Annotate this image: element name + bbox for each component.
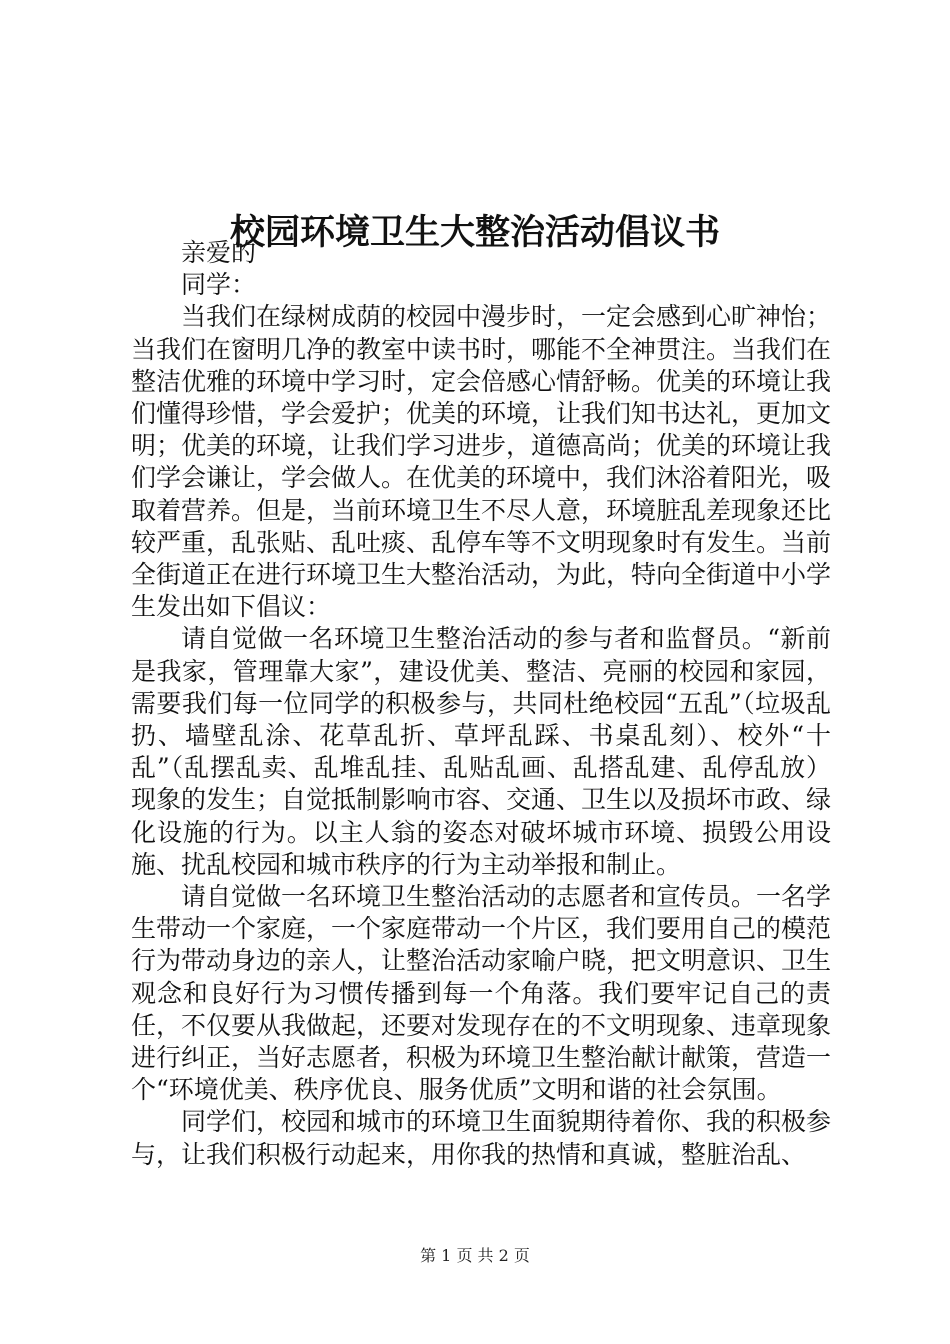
page-footer: 第 1 页 共 2 页 (420, 1246, 530, 1265)
paragraph-participant: 请自觉做一名环境卫生整治活动的参与者和监督员。“新前是我家，管理靠大家”，建设优美、整洁、亮丽的校园和家园，需要我们每一位同学的积极参与，共同杜绝校园“五乱”（垃圾乱扔、墙壁乱涂、花草乱折、草坪乱踩、书桌乱刻）、校外“十乱”（乱摆乱卖、乱堆乱挂、乱贴乱画、乱搭乱建、乱停乱放）现象的发生；自觉抵制影响市容、交通、卫生以及损坏市政、绿化设施的行为。以主人翁的姿态对破坏城市环境、损毁公用设施、扰乱校园和城市秩序的行为主动举报和制止。 (131, 624, 832, 879)
paragraph-volunteer: 请自觉做一名环境卫生整治活动的志愿者和宣传员。一名学生带动一个家庭，一个家庭带动一个片区，我们要用自己的模范行为带动身边的亲人，让整治活动家喻户晓，把文明意识、卫生观念和良好行为习惯传播到每一个角落。我们要牢记自己的责任，不仅要从我做起，还要对发现存在的不文明现象、违章现象进行纠正，当好志愿者，积极为环境卫生整治献计献策，营造一个“环境优美、秩序优良、服务优质”文明和谐的社会氛围。 (131, 882, 832, 1105)
paragraph-closing: 同学们，校园和城市的环境卫生面貌期待着你、我的积极参与，让我们积极行动起来，用你我的热情和真诚，整脏治乱、 (131, 1107, 832, 1169)
document-body (131, 237, 831, 1171)
paragraph-intro: 当我们在绿树成荫的校园中漫步时，一定会感到心旷神怡；当我们在窗明几净的教室中读书时，哪能不全神贯注。当我们在整洁优雅的环境中学习时，定会倍感心情舒畅。优美的环境让我们懂得珍惜，学会爱护；优美的环境，让我们知书达礼，更加文明；优美的环境，让我们学习进步，道德高尚；优美的环境让我们学会谦让，学会做人。在优美的环境中，我们沐浴着阳光，吸取着营养。但是，当前环境卫生不尽人意，环境脏乱差现象还比较严重，乱张贴、乱吐痰、乱停车等不文明现象时有发生。当前全街道正在进行环境卫生大整治活动，为此，特向全街道中小学生发出如下倡议： (131, 302, 832, 622)
salutation-line-1: 亲爱的 (181, 238, 257, 267)
salutation-line-2: 同学： (181, 270, 257, 300)
document-title: 校园环境卫生大整治活动倡议书 (229, 212, 720, 254)
